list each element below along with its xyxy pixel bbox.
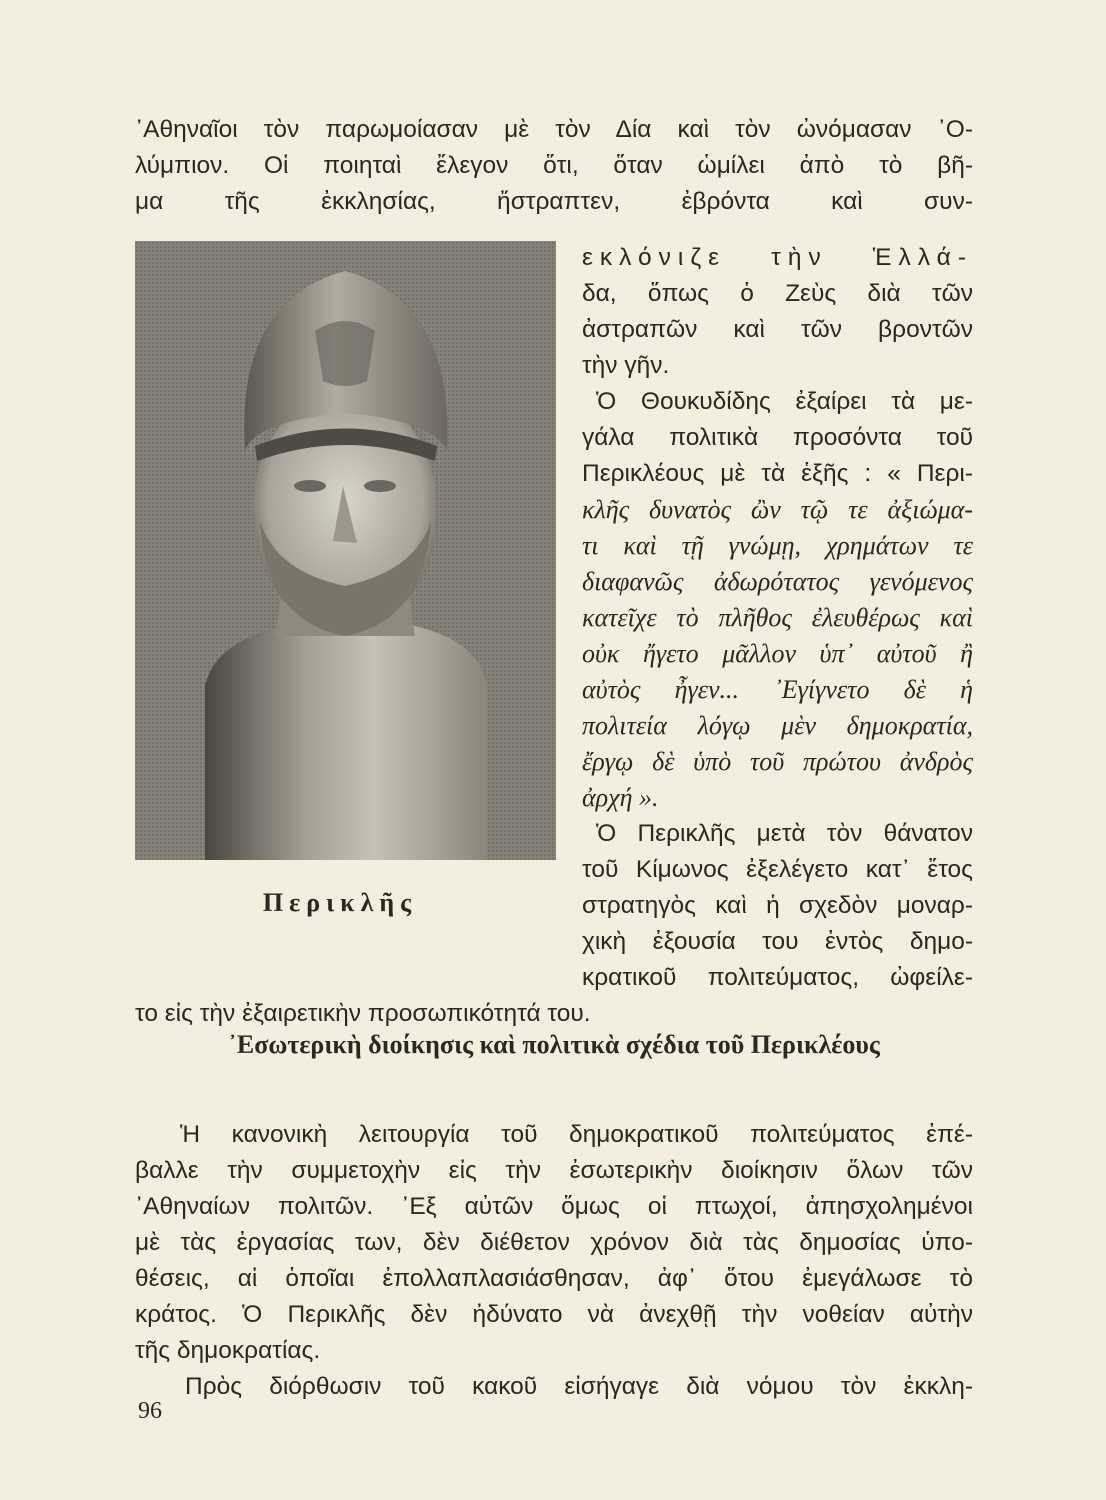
- text-line: θέσεις, αἱ ὁποῖαι ἐπολλαπλασιάσθησαν, ἀφ᾽ ὅτου ἐμεγάλωσε τὸ: [135, 1265, 973, 1292]
- quote-line: κλῆς δυνατὸς ὢν τῷ τε ἀξιώμα-: [582, 495, 973, 524]
- text-line: δα, ὅπως ὁ Ζεὺς διὰ τῶν: [582, 280, 973, 307]
- text-line: κράτος. Ὁ Περικλῆς δὲν ἠδύνατο νὰ ἀνεχθῇ τὴν νοθείαν αὐτὴν: [135, 1301, 973, 1328]
- text-line: Ἡ κανονικὴ λειτουργία τοῦ δημοκρατικοῦ πολιτεύματος ἐπέ-: [180, 1121, 973, 1148]
- quote-line: πολιτεία λόγῳ μὲν δημοκρατία,: [582, 711, 973, 740]
- text-line: Ὁ Θουκυδίδης ἐξαίρει τὰ με-: [596, 388, 973, 415]
- section-heading: ᾽Εσωτερικὴ διοίκησις καὶ πολιτικὰ σχέδια τοῦ Περικλέους: [228, 1030, 880, 1059]
- bust-image: [135, 241, 556, 860]
- text-line: ᾽Αθηναῖοι τὸν παρωμοίασαν μὲ τὸν Δία καὶ τὸν ὠνόμασαν ᾽Ο-: [135, 116, 973, 143]
- quote-line: κατεῖχε τὸ πλῆθος ἐλευθέρως καὶ: [582, 603, 973, 632]
- text-line: χικὴ ἐξουσία του ἐντὸς δημο-: [582, 928, 973, 955]
- pericles-bust-photo: [135, 241, 556, 860]
- text-line: γάλα πολιτικὰ προσόντα τοῦ: [582, 424, 973, 451]
- text-line: τοῦ Κίμωνος ἐξελέγετο κατ᾽ ἔτος: [582, 856, 973, 883]
- text-line: το εἰς τὴν ἐξαιρετικὴν προσωπικότητά του.: [135, 1000, 591, 1027]
- text-line: στρατηγὸς καὶ ἡ σχεδὸν μοναρ-: [582, 892, 973, 919]
- text-line: τῆς δημοκρατίας.: [135, 1337, 321, 1364]
- quote-line: ἔργῳ δὲ ὑπὸ τοῦ πρώτου ἀνδρὸς: [582, 747, 973, 776]
- quote-line: αὐτὸς ἦγεν... ᾽Εγίγνετο δὲ ἡ: [582, 675, 973, 704]
- text-line: μὲ τὰς ἐργασίας των, δὲν διέθετον χρόνον διὰ τὰς δημοσίας ὑπο-: [135, 1229, 973, 1256]
- quote-line: ἀρχή ».: [582, 783, 659, 812]
- text-line: λύμπιον. Οἱ ποιηταὶ ἔλεγον ὅτι, ὅταν ὡμίλει ἀπὸ τὸ βῆ-: [135, 152, 973, 179]
- text-line: Περικλέους μὲ τὰ ἑξῆς : « Περι-: [582, 460, 973, 487]
- page-number: 96: [138, 1398, 162, 1424]
- quote-line: οὐκ ἤγετο μᾶλλον ὑπ᾽ αὐτοῦ ἢ: [582, 639, 973, 668]
- text-line: βαλλε τὴν συμμετοχὴν εἰς τὴν ἐσωτερικὴν διοίκησιν ὅλων τῶν: [135, 1157, 973, 1184]
- text-line: μα τῆς ἐκκλησίας, ἤστραπτεν, ἐβρόντα καὶ συν-: [135, 188, 973, 215]
- text-line: κρατικοῦ πολιτεύματος, ὠφείλε-: [582, 964, 973, 991]
- quote-line: τι καὶ τῇ γνώμῃ, χρημάτων τε: [582, 531, 973, 560]
- text-line: Πρὸς διόρθωσιν τοῦ κακοῦ εἰσήγαγε διὰ νόμου τὸν ἐκκλη-: [185, 1373, 973, 1400]
- text-line: ἀστραπῶν καὶ τῶν βροντῶν: [582, 316, 973, 343]
- quote-line: διαφανῶς ἀδωρότατος γενόμενος: [582, 567, 973, 596]
- figure-caption: Περικλῆς: [262, 888, 418, 917]
- text-line: εκλόνιζε τὴν Ἑλλά-: [582, 244, 973, 271]
- text-line: τὴν γῆν.: [582, 352, 670, 379]
- text-line: ᾽Αθηναίων πολιτῶν. ᾽Εξ αὐτῶν ὅμως οἱ πτωχοί, ἀπησχολημένοι: [135, 1193, 973, 1220]
- text-line: Ὁ Περικλῆς μετὰ τὸν θάνατον: [596, 820, 973, 847]
